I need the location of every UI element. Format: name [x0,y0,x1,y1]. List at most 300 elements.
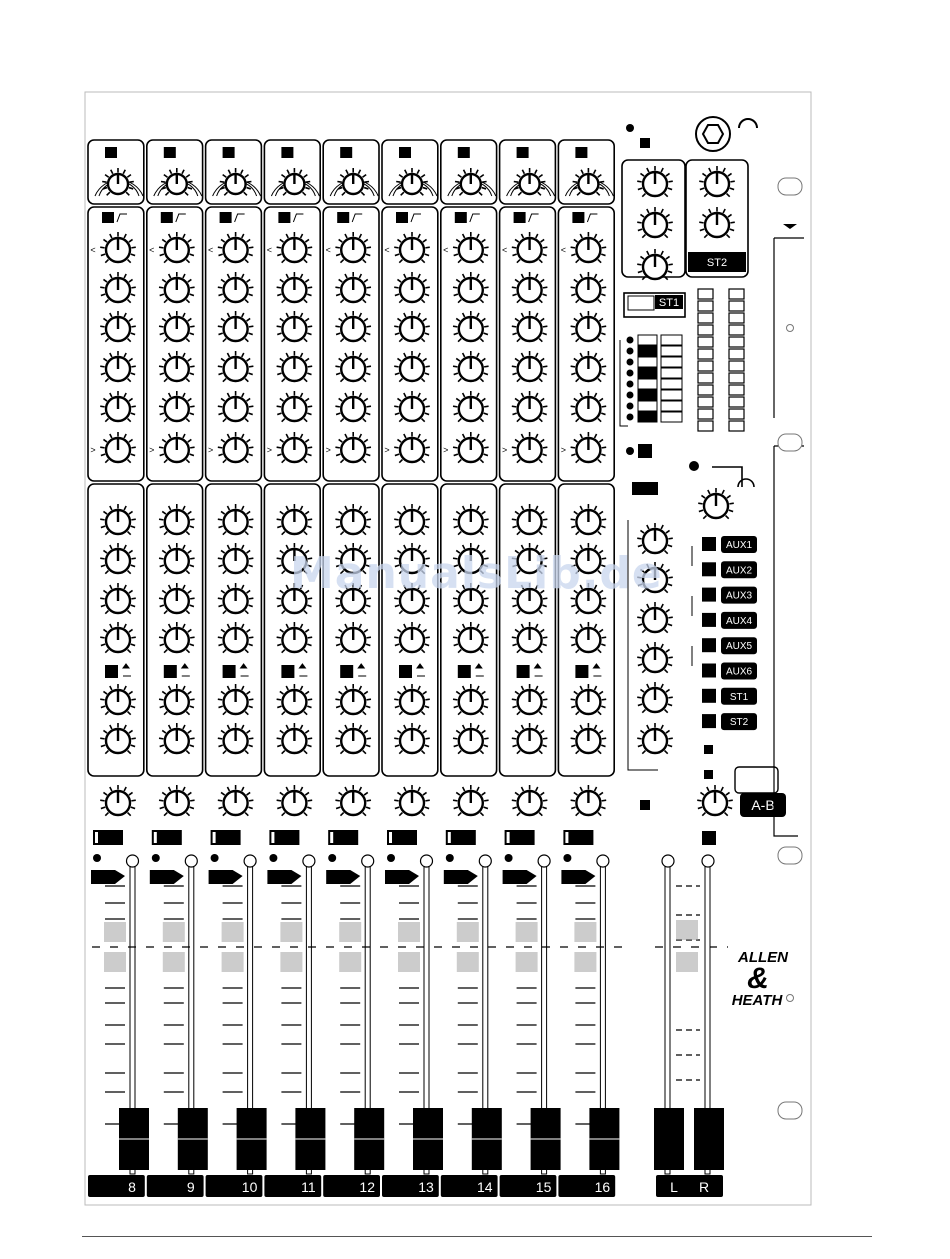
aux-pre-post-switch[interactable] [223,665,236,678]
aux-pre-post-switch[interactable] [105,665,118,678]
aux-send-knob-5[interactable] [335,684,371,715]
eq-knob-3[interactable] [218,311,254,342]
aux-pre-post-switch[interactable] [281,665,294,678]
eq-knob-6[interactable] [394,432,430,463]
aux-master-knob-4[interactable] [637,642,673,673]
knob-tick [280,590,284,593]
knob-tick [397,629,401,632]
st1-switch[interactable] [628,296,654,310]
pfl-button[interactable] [444,870,478,884]
knob-tick [159,699,163,700]
eq-knob-2[interactable] [335,272,371,303]
fader-unity-zone [280,922,302,942]
aux-send-knob-3[interactable] [571,583,607,614]
pfl-button[interactable] [209,870,243,884]
knob-tick [169,585,171,589]
eq-knob-4[interactable] [277,351,313,382]
eq-knob-4[interactable] [100,351,136,382]
knob-tick [423,318,427,321]
knob-tick [190,326,194,327]
route-button-st2[interactable] [702,714,716,728]
aux-pre-post-switch[interactable] [517,665,530,678]
eq-knob-4[interactable] [218,351,254,382]
pfl-master-button[interactable] [640,800,650,810]
eq-knob-5[interactable] [218,391,254,422]
eq-knob-4[interactable] [335,351,371,382]
aux-send-knob-1[interactable] [453,504,489,535]
pan-knob[interactable] [100,785,136,816]
eq-knob-2[interactable] [512,272,548,303]
matrix-switch[interactable] [661,412,682,422]
matrix-switch[interactable] [638,412,657,422]
knob-tick [131,406,135,407]
aux-send-knob-2[interactable] [394,543,430,574]
knob-tick [698,807,702,808]
aux-send-knob-3[interactable] [394,583,430,614]
matrix-switch[interactable] [661,401,682,411]
pfl-button[interactable] [326,870,360,884]
eq-knob-3[interactable] [159,311,195,342]
knob-tick [188,629,192,632]
knob-tick [247,730,251,733]
aux-send-knob-3[interactable] [512,583,548,614]
knob-tick [576,379,579,382]
aux-master-knob-2[interactable] [637,562,673,593]
knob-tick [601,565,605,566]
aux-send-knob-6[interactable] [571,723,607,754]
eq-in-switch[interactable] [396,212,408,223]
knob-tick [575,175,579,178]
eq-knob-6[interactable] [100,432,136,463]
phones-level-knob[interactable] [698,488,734,519]
knob-tick [363,175,367,178]
knob-tick [480,339,483,342]
pad-switch[interactable] [164,147,176,158]
matrix-switch[interactable] [661,357,682,367]
knob-tick [363,260,366,263]
knob-tick [574,358,578,361]
aux-send-knob-1[interactable] [394,504,430,535]
eq-knob-3[interactable] [335,311,371,342]
pad-switch[interactable] [458,147,470,158]
eq-in-switch[interactable] [220,212,232,223]
aux-send-knob-5[interactable] [277,684,313,715]
knob-tick [638,229,642,230]
knob-tick [480,379,483,382]
brand-logo [732,949,789,1009]
eq-knob-6[interactable] [571,432,607,463]
knob-tick [458,379,461,382]
pad-switch[interactable] [223,147,235,158]
aux-send-knob-5[interactable] [394,684,430,715]
knob-tick [105,571,108,574]
pan-knob[interactable] [571,785,607,816]
knob-tick [512,454,516,455]
knob-tick [395,526,399,527]
matrix-switch[interactable] [661,379,682,389]
eq-in-switch[interactable] [102,212,114,223]
knob-tick [185,192,188,195]
route-button-aux1[interactable] [702,537,716,551]
eq-knob-5[interactable] [453,391,489,422]
pan-knob[interactable] [277,785,313,816]
aux-send-knob-6[interactable] [394,723,430,754]
knob-tick [482,239,486,242]
aux-send-knob-2[interactable] [100,543,136,574]
master-fader-cap[interactable] [694,1108,724,1170]
eq-knob-3[interactable] [512,311,548,342]
matrix-switch[interactable] [638,379,657,389]
aux-send-knob-6[interactable] [512,723,548,754]
knob-tick [480,650,483,653]
channel-strip-15 [500,140,561,1197]
eq-in-switch[interactable] [572,212,584,223]
peak-led [93,854,101,862]
ab-switch-led [704,745,713,754]
knob-tick [668,188,672,189]
knob-tick [169,545,171,549]
eq-knob-4[interactable] [453,351,489,382]
knob-tick [538,192,541,195]
knob-tick [661,684,663,688]
knob-tick [188,439,192,442]
pfl-button[interactable] [561,870,595,884]
knob-tick [223,419,226,422]
aux-send-knob-2[interactable] [512,543,548,574]
knob-tick [247,188,251,189]
aux-send-knob-1[interactable] [571,504,607,535]
aux-pre-post-switch[interactable] [458,665,471,678]
aux-send-knob-4[interactable] [512,622,548,653]
route-button-aux3[interactable] [702,588,716,602]
pad-switch[interactable] [399,147,411,158]
knob-tick [458,339,461,342]
knob-tick [160,644,164,645]
aux-send-knob-6[interactable] [159,723,195,754]
st1-knob-2[interactable] [637,207,673,238]
aux-send-knob-5[interactable] [159,684,195,715]
phones-jack[interactable] [696,117,730,151]
knob-tick [512,326,516,327]
knob-tick [665,590,668,593]
eq-knob-2[interactable] [159,272,195,303]
aux-send-knob-4[interactable] [277,622,313,653]
knob-tick [404,234,406,238]
eq-knob-4[interactable] [159,351,195,382]
eq-in-switch[interactable] [514,212,526,223]
pfl-button[interactable] [91,870,125,884]
knob-tick [702,813,705,816]
aux-send-knob-5[interactable] [218,684,254,715]
aux-master-knob-6[interactable] [637,723,673,754]
matrix-switch[interactable] [638,401,657,411]
aux-send-knob-3[interactable] [100,583,136,614]
aux-send-knob-3[interactable] [335,583,371,614]
aux-send-knob-4[interactable] [571,622,607,653]
pfl-button[interactable] [267,870,301,884]
knob-tick [399,339,402,342]
aux-send-knob-3[interactable] [453,583,489,614]
aux-send-knob-5[interactable] [453,684,489,715]
aux-send-knob-5[interactable] [512,684,548,715]
st2-knob-1[interactable] [699,166,735,197]
eq-knob-2[interactable] [277,272,313,303]
matrix-switch[interactable] [638,368,657,378]
eq-knob-1[interactable] [159,232,195,263]
aux-send-knob-4[interactable] [335,622,371,653]
channel-strip-14 [441,140,502,1197]
knob-tick [456,358,460,361]
knob-tick [456,318,460,321]
knob-tick [301,353,303,357]
knob-tick [477,434,479,438]
pad-switch[interactable] [281,147,293,158]
route-button-aux5[interactable] [702,638,716,652]
knob-tick [598,260,601,263]
meter-segment [698,397,713,407]
pfl-button[interactable] [503,870,537,884]
knob-tick [512,294,516,295]
knob-tick [218,247,222,248]
knob-tick [512,373,516,374]
route-button-aux6[interactable] [702,664,716,678]
knob-tick [245,650,248,653]
eq-knob-6[interactable] [453,432,489,463]
knob-tick [484,247,488,248]
eq-knob-3[interactable] [394,311,430,342]
knob-tick [463,624,465,628]
eq-knob-2[interactable] [394,272,430,303]
aux-send-knob-1[interactable] [277,504,313,535]
knob-tick [484,738,488,739]
eq-knob-6[interactable] [512,432,548,463]
aux-pre-post-switch[interactable] [399,665,412,678]
st2-knob-2[interactable] [699,207,735,238]
eq-knob-5[interactable] [159,391,195,422]
knob-tick [105,650,108,653]
pan-knob[interactable] [335,785,371,816]
aux-send-knob-1[interactable] [335,504,371,535]
matrix-switch[interactable] [638,335,657,345]
knob-tick [638,545,642,546]
aux-send-knob-1[interactable] [159,504,195,535]
eq-knob-5[interactable] [100,391,136,422]
knob-tick [480,712,483,715]
matrix-switch[interactable] [661,346,682,356]
knob-tick [182,170,184,174]
aux-send-knob-1[interactable] [512,504,548,535]
matrix-switch[interactable] [661,368,682,378]
eq-knob-2[interactable] [453,272,489,303]
eq-knob-1[interactable] [571,232,607,263]
knob-tick [458,751,461,754]
knob-tick [227,624,229,628]
eq-knob-5[interactable] [394,391,430,422]
aux-send-knob-5[interactable] [571,684,607,715]
knob-tick [539,379,542,382]
knob-tick [512,565,516,566]
aux-master-knob-5[interactable] [637,682,673,713]
route-button-aux4[interactable] [702,613,716,627]
knob-tick [363,419,366,422]
aux-send-knob-2[interactable] [335,543,371,574]
aux-send-knob-4[interactable] [218,622,254,653]
eq-knob-2[interactable] [218,272,254,303]
aux-master-knob-1[interactable] [637,523,673,554]
eq-knob-4[interactable] [512,351,548,382]
aux-send-knob-4[interactable] [453,622,489,653]
fader-unity-zone [163,922,185,942]
eq-knob-1[interactable] [512,232,548,263]
knob-tick [305,550,309,553]
knob-tick [105,419,108,422]
knob-tick [638,704,642,705]
aux-send-knob-6[interactable] [453,723,489,754]
knob-tick [517,751,520,754]
aux-pre-post-switch[interactable] [575,665,588,678]
aux-send-knob-2[interactable] [571,543,607,574]
pad-switch[interactable] [575,147,587,158]
aux-pre-post-switch[interactable] [340,665,353,678]
eq-knob-1[interactable] [453,232,489,263]
aux-send-knob-2[interactable] [453,543,489,574]
eq-knob-2[interactable] [571,272,607,303]
eq-knob-6[interactable] [218,432,254,463]
knob-tick [539,611,542,614]
aux-send-knob-3[interactable] [218,583,254,614]
eq-knob-2[interactable] [100,272,136,303]
route-button-st1[interactable] [702,689,716,703]
knob-tick [224,192,227,195]
eq-knob-5[interactable] [277,391,313,422]
matrix-switch[interactable] [638,357,657,367]
knob-tick [277,605,281,606]
knob-tick [601,644,605,645]
aux-send-knob-6[interactable] [100,723,136,754]
eq-knob-3[interactable] [277,311,313,342]
aux-send-knob-6[interactable] [335,723,371,754]
aux-send-knob-3[interactable] [159,583,195,614]
pan-knob[interactable] [218,785,254,816]
knob-tick [454,254,458,255]
matrix-switch[interactable] [661,335,682,345]
knob-tick [335,247,339,248]
knob-tick [404,624,406,628]
master-fader-cap[interactable] [654,1108,684,1170]
pan-knob[interactable] [394,785,430,816]
aux-send-knob-6[interactable] [218,723,254,754]
knob-tick [725,813,728,816]
eq-knob-6[interactable] [159,432,195,463]
eq-knob-4[interactable] [571,351,607,382]
knob-tick [305,511,309,514]
knob-tick [484,287,488,288]
eq-knob-3[interactable] [571,311,607,342]
matrix-assign-button[interactable] [638,444,652,458]
aux-send-knob-4[interactable] [100,622,136,653]
eq-knob-1[interactable] [218,232,254,263]
master-mute-button[interactable] [632,482,658,495]
knob-tick [401,192,404,195]
route-button-aux2[interactable] [702,562,716,576]
pad-switch[interactable] [517,147,529,158]
knob-tick [638,584,642,585]
pad-switch[interactable] [105,147,117,158]
matrix-switch[interactable] [638,390,657,400]
aux-send-knob-2[interactable] [218,543,254,574]
knob-tick [110,274,112,278]
aux-send-knob-1[interactable] [100,504,136,535]
knob-tick [640,689,644,692]
eq-knob-1[interactable] [277,232,313,263]
eq-knob-6[interactable] [335,432,371,463]
eq-knob-5[interactable] [512,391,548,422]
pan-knob[interactable] [453,785,489,816]
knob-tick [110,585,112,589]
eq-knob-6[interactable] [277,432,313,463]
pfl-button[interactable] [385,870,419,884]
knob-tick [602,247,606,248]
knob-tick [395,745,399,746]
eq-in-switch[interactable] [455,212,467,223]
eq-knob-1[interactable] [394,232,430,263]
aux-send-knob-4[interactable] [159,622,195,653]
eq-in-switch[interactable] [337,212,349,223]
aux-send-knob-4[interactable] [394,622,430,653]
knob-tick [100,247,104,248]
pan-knob[interactable] [159,785,195,816]
eq-in-switch[interactable] [161,212,173,223]
eq-knob-3[interactable] [453,311,489,342]
ab-button[interactable] [702,831,716,845]
knob-tick [188,730,192,733]
knob-tick [183,434,185,438]
knob-tick [397,279,401,282]
knob-tick [220,181,224,182]
pad-switch[interactable] [340,147,352,158]
matrix-switch[interactable] [638,346,657,356]
aux-send-knob-3[interactable] [277,583,313,614]
knob-tick [595,686,597,690]
aux-send-knob-2[interactable] [277,543,313,574]
eq-knob-1[interactable] [100,232,136,263]
st1-knob-3[interactable] [637,249,673,280]
eq-knob-3[interactable] [100,311,136,342]
knob-tick [345,353,347,357]
ab-level-knob[interactable] [697,785,733,816]
eq-in-switch[interactable] [278,212,290,223]
aux-pre-post-switch[interactable] [164,665,177,678]
aux-send-knob-2[interactable] [159,543,195,574]
channel-strip-8 [88,140,149,1197]
aux-send-knob-1[interactable] [218,504,254,535]
mute-button-stripe [565,832,568,843]
eq-knob-1[interactable] [335,232,371,263]
pan-knob[interactable] [512,785,548,816]
knob-tick [221,691,225,694]
pfl-button[interactable] [150,870,184,884]
st1-knob-1[interactable] [637,166,673,197]
matrix-switch[interactable] [661,390,682,400]
eq-knob-4[interactable] [394,351,430,382]
ab-frame [735,767,778,793]
eq-knob-5[interactable] [571,391,607,422]
aux-master-knob-3[interactable] [637,602,673,633]
aux-send-knob-6[interactable] [277,723,313,754]
aux-send-knob-5[interactable] [100,684,136,715]
knob-tick [541,239,545,242]
eq-knob-5[interactable] [335,391,371,422]
